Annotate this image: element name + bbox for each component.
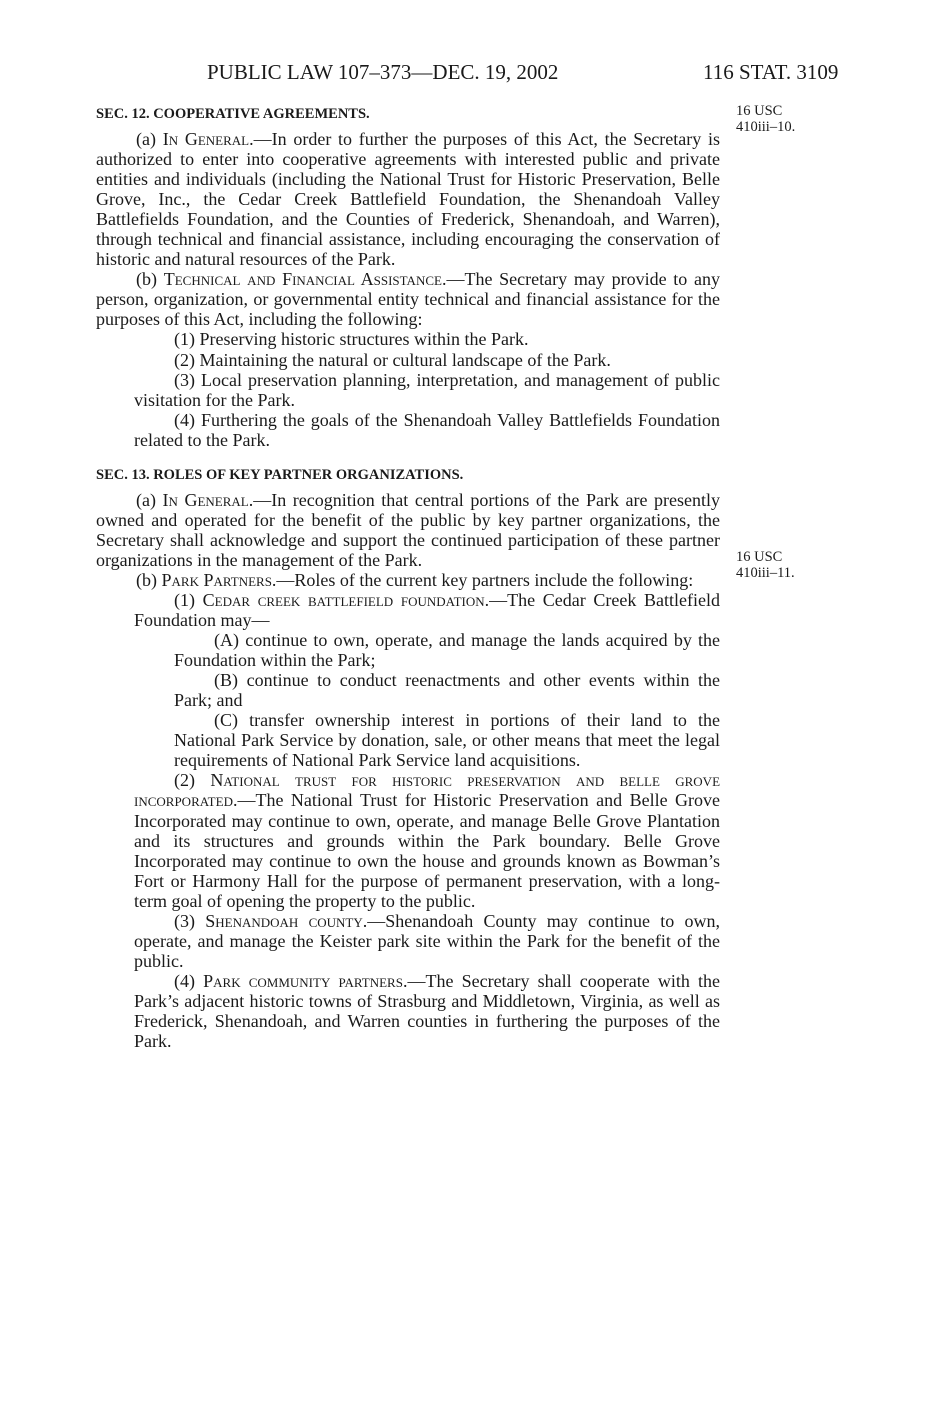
paragraph-text: The Secretary shall cooperate with the Park’s adjacent historic towns of Strasburg and Middletown, Virginia, as well as Frederick, Shenandoah, and Warren counties in furthering the purposes of the Park. <box>134 970 721 1052</box>
sec12-item-4 <box>134 410 720 450</box>
subsection-caption: In General <box>162 129 250 149</box>
section-12-heading: SEC. 12. COOPERATIVE AGREEMENTS. <box>96 106 370 122</box>
item-number: (2) <box>174 349 195 370</box>
subsection-number: (a) <box>136 129 156 149</box>
sec12-item-3 <box>134 370 720 410</box>
sec13-paragraph-3: (3) Shenandoah county.—Shenandoah County may continue to own, operate, and manage the Keister park site within the Park for the benefit of the public. <box>134 910 720 971</box>
item-text: Furthering the goals of the Shenandoah Valley Battlefields Foundation related to the Park. <box>134 409 721 450</box>
document-body <box>96 104 720 1051</box>
paragraph-number: (4) <box>174 970 195 991</box>
section-13-heading: SEC. 13. ROLES OF KEY PARTNER ORGANIZATIONS. <box>96 466 464 483</box>
subsection-caption: Park Partners <box>161 569 272 590</box>
paragraph-text: The National Trust for Historic Preservation and Belle Grove Incorporated may continue to own, operate, and manage Belle Grove Plantation and its structures and grounds within the Park boundary. Belle Grove Incorporated may continue to own the house and grounds known as Bowman’s Fort or Harmony Hall for the purpose of permanent preservation, with a long-term goal of opening the property to the public. <box>134 790 720 911</box>
paragraph-caption: Cedar creek battlefield foundation <box>202 589 485 610</box>
paragraph-number: (2) <box>174 770 195 791</box>
margin-citation-sec12 <box>736 103 826 135</box>
sec12-item-2 <box>134 350 720 370</box>
sec13-subparagraph-a <box>174 630 720 670</box>
subparagraph-text: continue to own, operate, and manage the lands acquired by the Foundation within the Park; <box>174 630 721 671</box>
paragraph-caption: National trust for historic preservation and belle grove incorporated <box>134 770 721 811</box>
item-text: Preserving historic structures within the Park. <box>199 329 529 350</box>
paragraph-text: The Cedar Creek Battlefield Foundation may— <box>134 589 721 631</box>
citation-section: 410iii–10. <box>736 119 796 135</box>
sec12-subsection-a: (a) In General.—In order to further the purposes of this Act, the Secretary is authorized to enter into cooperative agreements with interested public and private entities and individuals (including the National Trust for Historic Preservation, Belle Grove, Inc., the Cedar Creek Battlefield Foundation, the Shenandoah Valley Battlefields Foundation, and the Counties of Frederick, Shenandoah, and Warren), through technical and financial assistance, including encouraging the conservation of historic and natural resources of the Park. <box>96 129 721 270</box>
paragraph-number: (1) <box>174 589 195 610</box>
paragraph-text: Shenandoah County may continue to own, operate, and manage the Keister park site within the Park for the benefit of the public. <box>134 910 720 971</box>
sec12-item-1 <box>134 329 720 349</box>
subsection-text: Roles of the current key partners include the following: <box>294 569 694 590</box>
item-number: (3) <box>174 369 195 390</box>
subsection-number: (b) <box>136 569 157 590</box>
page-number: 116 STAT. 3109 <box>703 60 839 84</box>
subparagraph-text: transfer ownership interest in portions of their land to the National Park Service by donation, sale, or other means that meet the legal requirements of National Park Service land acquisitions. <box>174 710 720 771</box>
subparagraph-number: (A) <box>214 630 239 651</box>
sec13-paragraph-2: (2) National trust for historic preservation and belle grove incorporated.—The National Trust for Historic Preservation and Belle Grove Incorporated may continue to own, operate, and manage Belle Grove Plantation and its structures and grounds within the Park boundary. Belle Grove Incorporated may continue to own the house and grounds known as Bowman’s Fort or Harmony Hall for the purpose of permanent preservation, with a long-term goal of opening the property to the public. <box>134 770 721 911</box>
subsection-caption: Technical and Financial Assistance <box>163 269 442 290</box>
subsection-caption: In General <box>162 489 249 510</box>
citation-section: 410iii–11. <box>736 565 795 581</box>
margin-citation-sec13 <box>736 549 826 581</box>
item-text: Maintaining the natural or cultural landscape of the Park. <box>199 349 611 370</box>
sec13-subparagraph-b <box>174 670 720 710</box>
sec12-subsection-b: (b) Technical and Financial Assistance.—The Secretary may provide to any person, organization, or governmental entity technical and financial assistance for the purposes of this Act, including the following: <box>96 269 721 330</box>
citation-title: 16 USC <box>736 549 783 565</box>
running-title: PUBLIC LAW 107–373—DEC. 19, 2002 <box>207 60 559 84</box>
citation-title: 16 USC <box>736 103 783 119</box>
sec13-paragraph-1: (1) Cedar creek battlefield foundation.—The Cedar Creek Battlefield Foundation may— <box>134 589 721 631</box>
subsection-text: In order to further the purposes of this Act, the Secretary is authorized to enter into cooperative agreements with interested public and private entities and individuals (including the National Trust for Historic Preservation, Belle Grove, Inc., the Cedar Creek Battlefield Foundation, the Shenandoah Valley Battlefields Foundation, and the Counties of Frederick, Shenandoah, and Warren), through technical and financial assistance, including encouraging the conservation of historic and natural resources of the Park. <box>96 129 721 270</box>
item-text: Local preservation planning, interpretation, and management of public visitation for the Park. <box>134 369 721 410</box>
item-number: (4) <box>174 409 195 430</box>
subsection-text: In recognition that central portions of the Park are presently owned and operated for the benefit of the public by key partner organizations, the Secretary shall acknowledge and support the continued participation of these partner organizations in the management of the Park. <box>96 489 720 570</box>
sec13-subsection-a: (a) In General.—In recognition that central portions of the Park are presently owned and operated for the benefit of the public by key partner organizations, the Secretary shall acknowledge and support the continued participation of these partner organizations in the management of the Park. <box>96 489 720 570</box>
subparagraph-text: continue to conduct reenactments and other events within the Park; and <box>174 670 721 711</box>
subparagraph-number: (B) <box>214 670 238 691</box>
item-number: (1) <box>174 329 195 350</box>
subparagraph-number: (C) <box>214 710 238 731</box>
page-header <box>0 58 939 86</box>
sec13-paragraph-4: (4) Park community partners.—The Secretary shall cooperate with the Park’s adjacent historic towns of Strasburg and Middletown, Virginia, as well as Frederick, Shenandoah, and Warren counties in furthering the purposes of the Park. <box>134 970 721 1052</box>
subsection-text: The Secretary may provide to any person, organization, or governmental entity technical and financial assistance for the purposes of this Act, including the following: <box>96 269 721 330</box>
paragraph-caption: Park community partners <box>203 970 403 991</box>
sec13-subparagraph-c <box>174 710 720 770</box>
paragraph-number: (3) <box>174 910 195 931</box>
sec13-subsection-b: (b) Park Partners.—Roles of the current key partners include the following: <box>136 569 694 590</box>
subsection-number: (a) <box>136 489 156 510</box>
subsection-number: (b) <box>136 269 157 290</box>
paragraph-caption: Shenandoah county <box>205 910 363 931</box>
